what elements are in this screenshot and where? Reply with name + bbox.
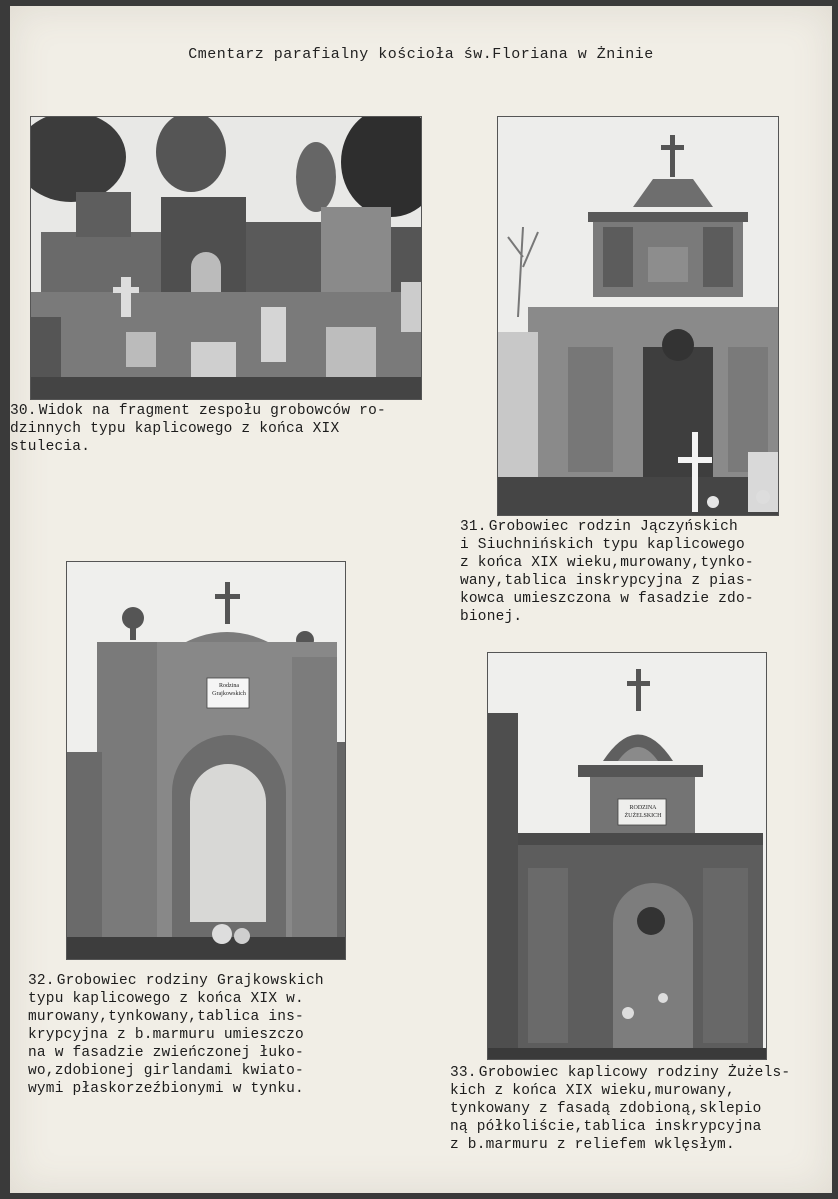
page-title: Cmentarz parafialny kościoła św.Floriana w Żninie	[188, 46, 654, 63]
photo-30-cemetery-view	[30, 116, 422, 400]
photo-31-jaczynski-tomb	[497, 116, 779, 516]
plaque-grajkowski: Rodzina Grajkowskich	[212, 683, 246, 697]
photo-33-zuzelski-tomb	[487, 652, 767, 1060]
document-sheet	[10, 6, 832, 1193]
plaque-zuzelski: RODZINA ŻUŻELSKICH	[624, 805, 662, 819]
caption-30: 30. Widok na fragment zespołu grobowców ro- dzinnych typu kaplicowego z końca XIX stulecia.	[10, 403, 386, 455]
caption-31: 31. Grobowiec rodzin Jączyńskich i Siuchnińskich typu kaplicowego z końca XIX wieku,murowany,tynko- wany,tablica inskrypcyjna z pias- kowca umieszczona w fasadzie zdo- bionej.	[460, 519, 754, 625]
caption-32: 32. Grobowiec rodziny Grajkowskich typu kaplicowego z końca XIX w. murowany,tynkowany,tablica ins- krypcyjna z b.marmuru umieszczo na w fasadzie zwieńczonej łuko- wo,zdobionej girlandami kwiato- wymi płaskorzeźbionymi w tynku.	[28, 973, 324, 1097]
caption-33: 33. Grobowiec kaplicowy rodziny Żużels- kich z końca XIX wieku,murowany, tynkowany z fasadą zdobioną,sklepio ną półkoliście,tablica inskrypcyjna z b.marmuru z reliefem wklęsłym.	[450, 1065, 791, 1153]
photo-32-grajkowski-tomb	[66, 561, 346, 960]
